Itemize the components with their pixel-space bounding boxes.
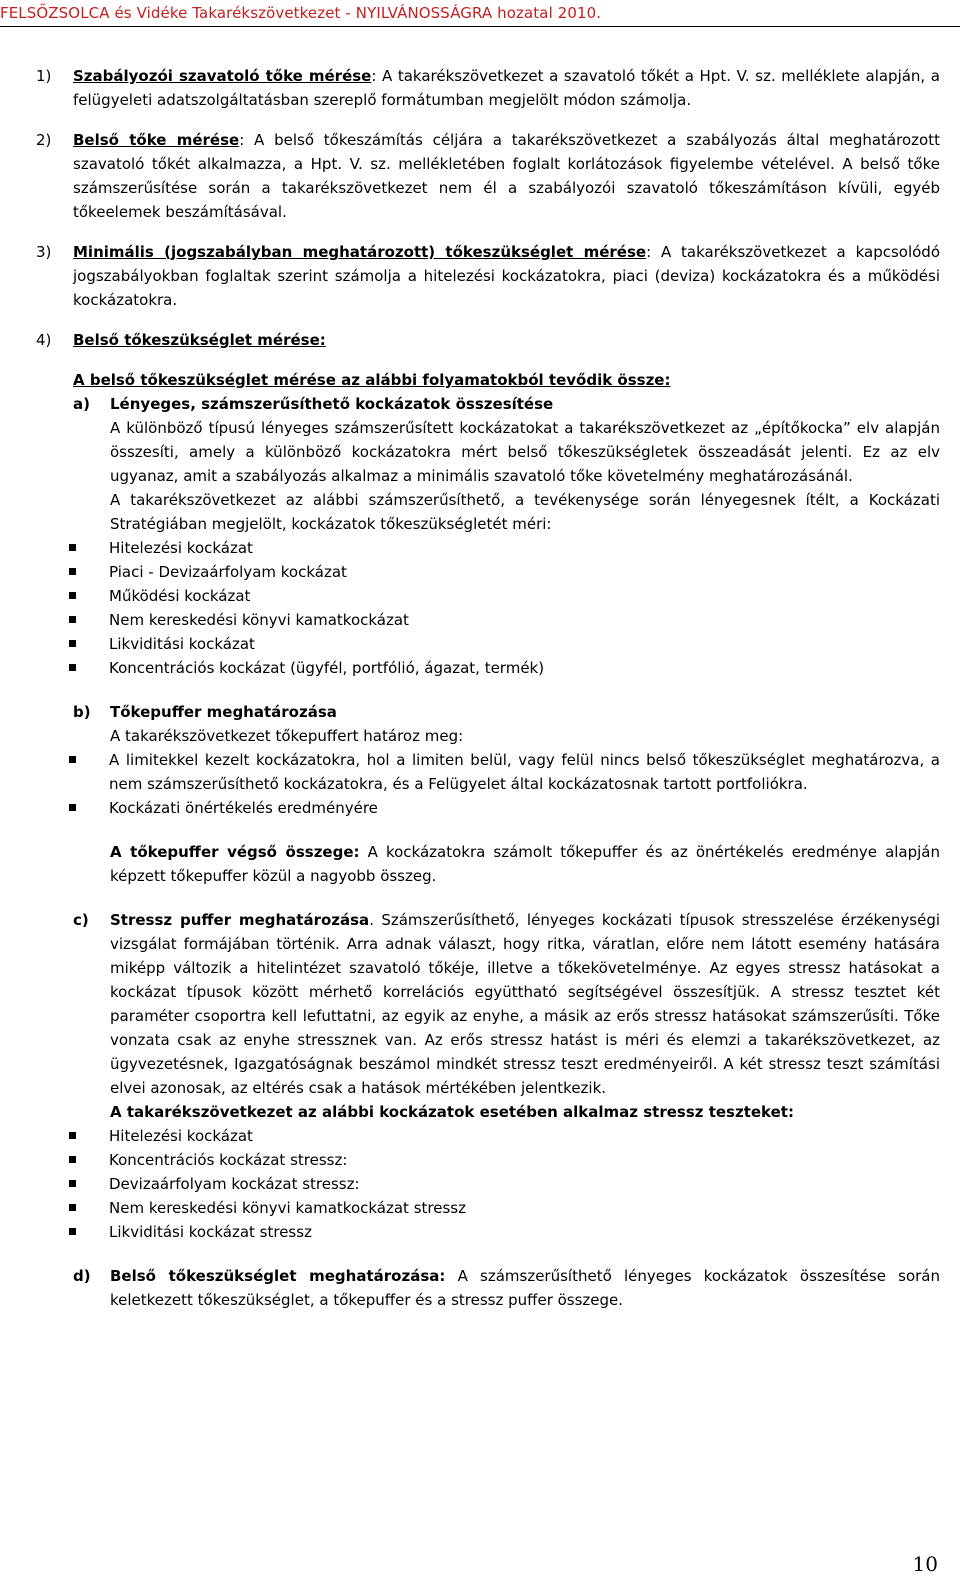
final-title: A tőkepuffer végső összege: [110,843,360,861]
buffer-final [36,840,940,888]
section-text: : A belső tőkeszámítás céljára a takarékszövetkezet a szabályozás által meghatározott szavatoló tőkét alkalmazza, a Hpt. V. sz. mellékletében foglalt korlátozások figyelembe vételével. [73,131,940,173]
subsection-label: b) [73,703,91,721]
section-text: : A takarékszövetkezet a kapcsolódó jogszabályokban foglaltak szerint számolja a hitelezési kockázatokra, piaci (deviza) kockázatokra és a működési kockázatokra. [73,243,940,309]
subsection-title: Tőkepuffer meghatározása [110,703,337,721]
document-body [36,64,940,1312]
subsection-a [36,392,940,536]
subsection-title: Lényeges, számszerűsíthető kockázatok összesítése [110,395,554,413]
list-item: Koncentrációs kockázat (ügyfél, portfólió, ágazat, termék) [109,656,940,680]
paragraph: . Számszerűsíthető, lényeges kockázati típusok stresszelése érzékenységi vizsgálat formájában történik. Arra adnak választ, hogy ritka, váratlan, előre nem látott esemény hatására miképp változik a hitelintézet szavatoló tőkéje, illetve a tőkekövetelménye. Az egyes stressz hatásokat a kockázat típusok között mérhető korrelációs együttható segítségével összesítjük. A stressz tesztet két paraméter csoportra kell lefuttatni, az egyik az enyhe, a másik az erős stressz hatásokat számszerűsíti. Tőke vonzata csak az enyhe stressznek van. Az erős stressz hatást is méri és elemzi a takarékszövetkezet, az ügyvezetésnek, Igazgatóságnak beszámol mindkét stressz teszt eredményeiről. A két stressz teszt számítási elvei azonosak, az eltérés csak a hatások mértékében jelentkezik. [110,911,941,1097]
list-item: Likviditási kockázat [109,632,940,656]
subsection-d [36,1264,940,1312]
final-text: A kockázatokra számolt tőkepuffer és az önértékelés eredménye alapján képzett tőkepuffer közül a nagyobb összeg. [110,843,941,885]
section-text: A belső tőke számszerűsítése során a takarékszövetkezet nem él a szabályozói szavatoló tőkeszámításon kívüli, egyéb tőkeelemek beszámításával. [73,155,940,221]
section-title: Szabályozói szavatoló tőke mérése [73,67,372,85]
subsection-label: c) [73,911,89,929]
list-item: Nem kereskedési könyvi kamatkockázat [109,608,940,632]
stress-list [36,1124,940,1244]
list-item: Hitelezési kockázat [109,1124,940,1148]
subsection-title: Stressz puffer meghatározása [110,911,370,929]
paragraph-bold: A takarékszövetkezet az alábbi kockázatok esetében alkalmaz stressz teszteket: [110,1103,794,1121]
buffer-list [36,748,940,820]
risk-list [36,536,940,680]
section-2 [36,128,940,224]
page-number: 10 [912,1552,938,1576]
section-4-intro [36,368,940,392]
section-4 [36,328,940,352]
section-number: 2) [36,131,52,149]
paragraph: A takarékszövetkezet az alábbi számszerűsíthető, a tevékenysége során lényegesnek ítélt, a Kockázati Stratégiában megjelölt, kockázatok tőkeszükségletét méri: [110,491,940,533]
section-1 [36,64,940,112]
subsection-c [36,908,940,1124]
section-text: : A takarékszövetkezet a szavatoló tőkét a Hpt. V. sz. melléklete alapján, a felügyeleti adatszolgáltatásban szereplő formátumban megjelölt módon számolja. [73,67,940,109]
list-item: A limitekkel kezelt kockázatokra, hol a limiten belül, vagy felül nincs belső tőkeszükséglet meghatározva, a nem számszerűsíthető kockázatokra, és a Felügyelet által kockázatosnak tartott portfoliókra. [109,748,940,796]
section-title: Minimális (jogszabályban meghatározott) tőkeszükséglet mérése [73,243,647,261]
list-item: Piaci - Devizaárfolyam kockázat [109,560,940,584]
list-item: Működési kockázat [109,584,940,608]
subsection-label: a) [73,395,90,413]
list-item: Nem kereskedési könyvi kamatkockázat stressz [109,1196,940,1220]
subsection-b [36,700,940,748]
document-header: FELSŐZSOLCA és Vidéke Takarékszövetkezet - NYILVÁNOSSÁGRA hozatal 2010. [0,4,602,22]
list-item: Kockázati önértékelés eredményére [109,796,940,820]
section-number: 1) [36,67,52,85]
list-item: Devizaárfolyam kockázat stressz: [109,1172,940,1196]
section-title: Belső tőkeszükséglet mérése: [73,331,326,349]
paragraph: A takarékszövetkezet tőkepuffert határoz meg: [110,727,464,745]
subsection-label: d) [73,1267,91,1285]
list-item: Likviditási kockázat stressz [109,1220,940,1244]
section-number: 4) [36,331,52,349]
section-title: Belső tőke mérése [73,131,240,149]
section-3 [36,240,940,312]
section-number: 3) [36,243,52,261]
paragraph: A számszerűsíthető lényeges kockázatok összesítése során keletkezett tőkeszükséglet, a tőkepuffer és a stressz puffer összege. [110,1267,940,1309]
subsection-title: Belső tőkeszükséglet meghatározása: [110,1267,446,1285]
list-item: Koncentrációs kockázat stressz: [109,1148,940,1172]
list-item: Hitelezési kockázat [109,536,940,560]
section-subtitle: A belső tőkeszükséglet mérése az alábbi folyamatokból tevődik össze: [73,371,671,389]
paragraph: A különböző típusú lényeges számszerűsített kockázatokat a takarékszövetkezet az „építőkocka” elv alapján összesíti, amely a különböző kockázatokra mért belső tőkeszükségletek összeadását jelenti. Ez az elv ugyanaz, amit a szabályozás alkalmaz a minimális szavatoló tőke követelmény meghatározásánál. [110,419,940,485]
header-divider [0,26,960,27]
